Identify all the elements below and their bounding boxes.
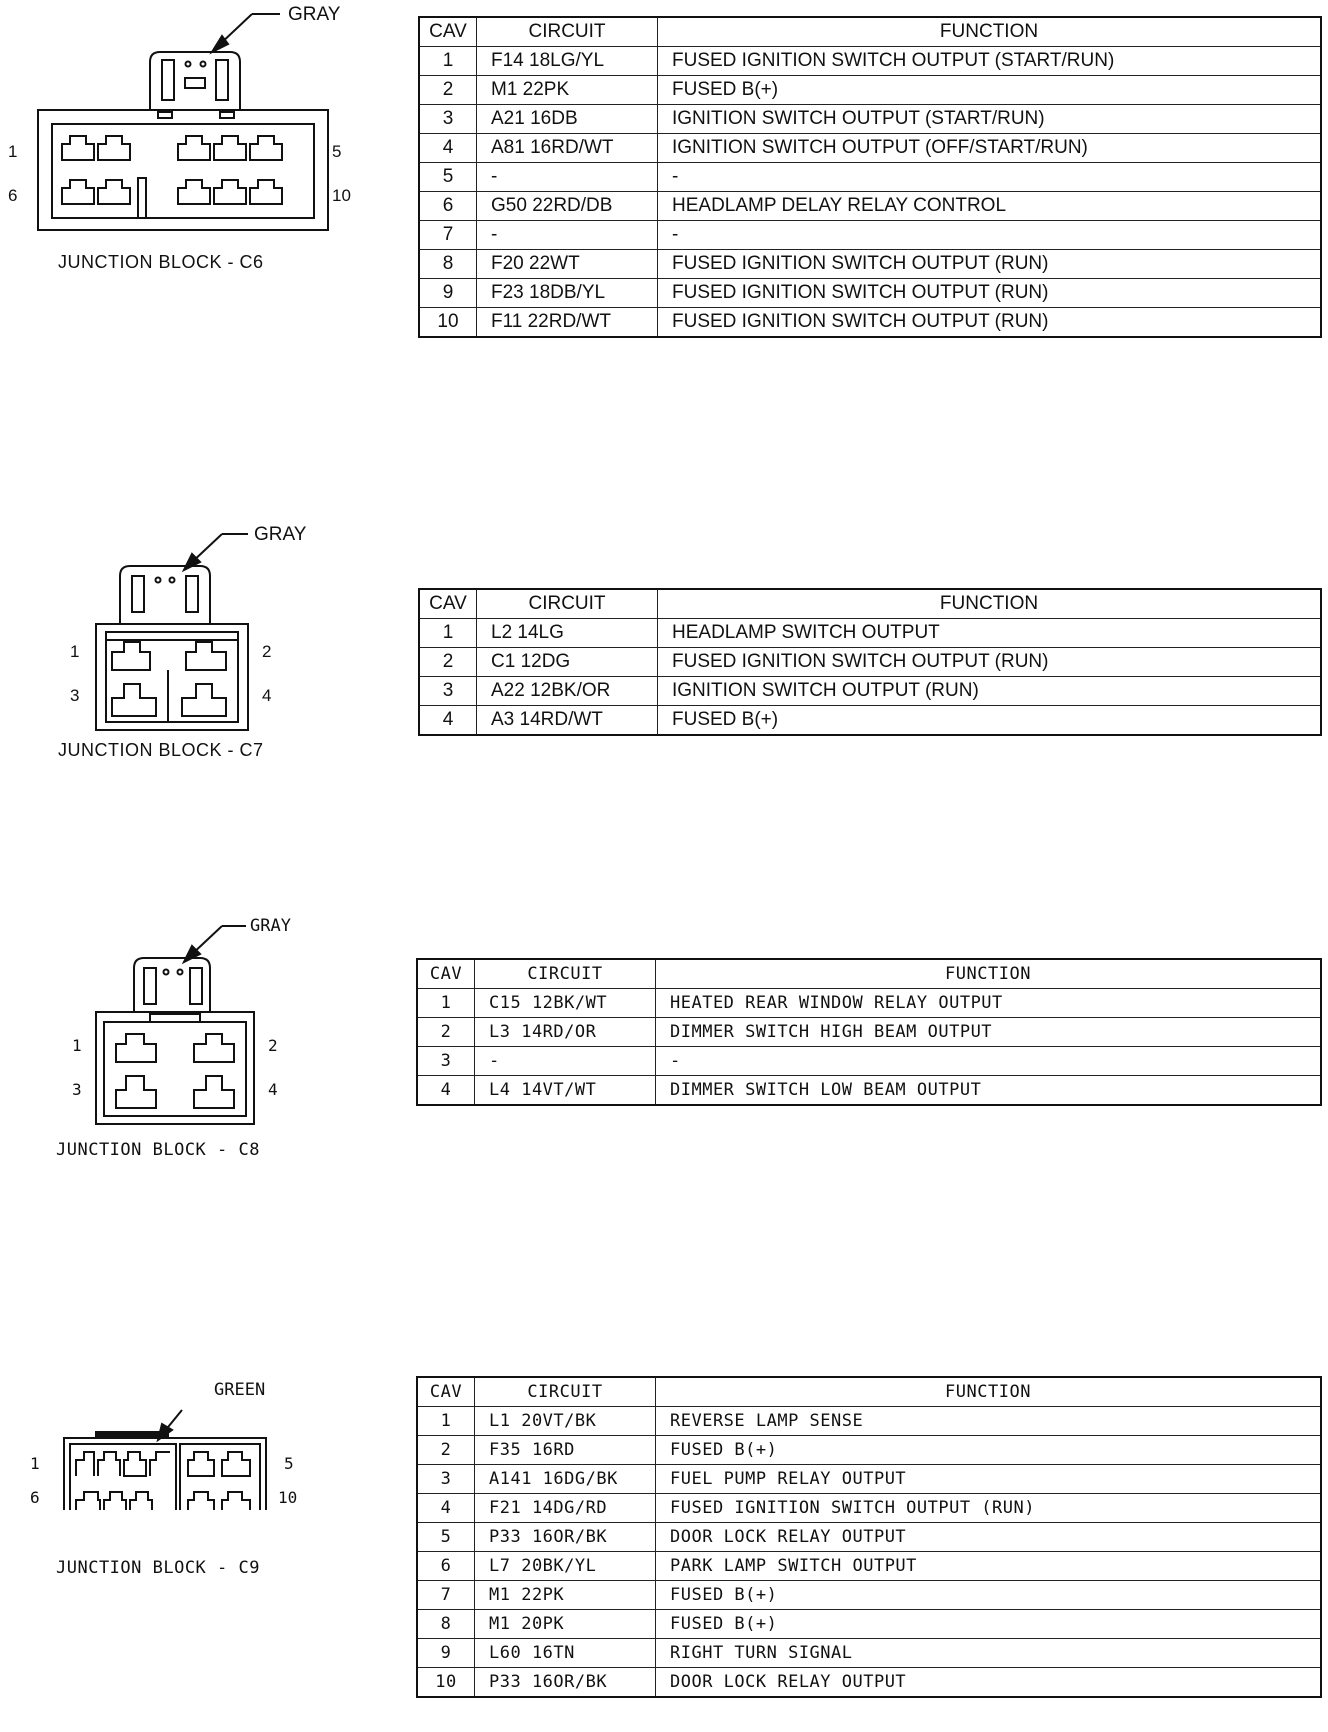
circuit-cell: G50 22RD/DB	[477, 192, 658, 221]
cav-cell: 6	[417, 1552, 475, 1581]
circuit-cell: -	[477, 163, 658, 192]
cav-cell: 1	[417, 989, 475, 1018]
function-cell: IGNITION SWITCH OUTPUT (START/RUN)	[658, 105, 1322, 134]
circuit-cell: L1 20VT/BK	[475, 1407, 656, 1436]
pin-label-3: 3	[72, 1080, 82, 1099]
cav-cell: 2	[419, 648, 477, 677]
connector-diagram-c8	[0, 912, 340, 1157]
cav-cell: 9	[417, 1639, 475, 1668]
header-function: FUNCTION	[656, 959, 1322, 989]
function-cell: DIMMER SWITCH LOW BEAM OUTPUT	[656, 1076, 1322, 1106]
pin-label-1: 1	[30, 1454, 40, 1473]
wire-color-label: GRAY	[288, 4, 341, 25]
cav-cell: 4	[419, 134, 477, 163]
cav-cell: 2	[419, 76, 477, 105]
header-circuit: CIRCUIT	[477, 17, 658, 47]
header-function: FUNCTION	[658, 17, 1322, 47]
circuit-cell: A21 16DB	[477, 105, 658, 134]
connector-c6-drawing	[0, 0, 380, 280]
function-cell: FUSED B(+)	[656, 1436, 1322, 1465]
table-row	[419, 648, 1321, 677]
cav-cell: 10	[417, 1668, 475, 1698]
cav-cell: 6	[419, 192, 477, 221]
connector-c7-drawing	[0, 520, 340, 760]
table-row	[417, 1436, 1321, 1465]
table-row	[419, 76, 1321, 105]
cav-cell: 2	[417, 1018, 475, 1047]
table-row	[419, 163, 1321, 192]
table-row	[419, 619, 1321, 648]
function-cell: FUSED B(+)	[656, 1581, 1322, 1610]
cav-cell: 3	[419, 105, 477, 134]
circuit-cell: L60 16TN	[475, 1639, 656, 1668]
cav-cell: 10	[419, 308, 477, 338]
header-circuit: CIRCUIT	[475, 1377, 656, 1407]
table-row	[417, 1581, 1321, 1610]
table-row	[417, 1610, 1321, 1639]
connector-caption: JUNCTION BLOCK - C7	[58, 740, 264, 760]
table-body	[419, 619, 1321, 736]
cav-cell: 2	[417, 1436, 475, 1465]
circuit-cell: L2 14LG	[477, 619, 658, 648]
circuit-cell: M1 22PK	[475, 1581, 656, 1610]
pin-label-5: 5	[332, 142, 342, 161]
wire-color-label: GREEN	[214, 1380, 266, 1400]
pin-label-1: 1	[70, 642, 80, 661]
table-header-row	[417, 1377, 1321, 1407]
table-header-row	[419, 589, 1321, 619]
cav-cell: 1	[419, 619, 477, 648]
cavity-table-c6	[418, 16, 1322, 338]
circuit-cell: A22 12BK/OR	[477, 677, 658, 706]
pin-label-10: 10	[332, 186, 351, 205]
pin-label-2: 2	[268, 1036, 278, 1055]
function-cell: FUSED IGNITION SWITCH OUTPUT (START/RUN)	[658, 47, 1322, 76]
pin-label-4: 4	[262, 686, 272, 705]
circuit-cell: F11 22RD/WT	[477, 308, 658, 338]
circuit-cell: F21 14DG/RD	[475, 1494, 656, 1523]
circuit-cell: A3 14RD/WT	[477, 706, 658, 736]
circuit-cell: C15 12BK/WT	[475, 989, 656, 1018]
function-cell: REVERSE LAMP SENSE	[656, 1407, 1322, 1436]
cavity-table-c7	[418, 588, 1322, 736]
circuit-cell: M1 22PK	[477, 76, 658, 105]
function-cell: IGNITION SWITCH OUTPUT (RUN)	[658, 677, 1322, 706]
circuit-cell: M1 20PK	[475, 1610, 656, 1639]
table-header-row	[419, 17, 1321, 47]
table-row	[417, 1047, 1321, 1076]
header-cav: CAV	[417, 1377, 475, 1407]
circuit-cell: L3 14RD/OR	[475, 1018, 656, 1047]
table-row	[419, 192, 1321, 221]
table-header-row	[417, 959, 1321, 989]
function-cell: HEATED REAR WINDOW RELAY OUTPUT	[656, 989, 1322, 1018]
cavity-table-c8	[416, 958, 1322, 1106]
circuit-cell: -	[475, 1047, 656, 1076]
table-row	[419, 308, 1321, 338]
table-row	[419, 47, 1321, 76]
circuit-cell: F20 22WT	[477, 250, 658, 279]
pin-label-5: 5	[284, 1454, 294, 1473]
function-cell: FUSED IGNITION SWITCH OUTPUT (RUN)	[658, 648, 1322, 677]
function-cell: DOOR LOCK RELAY OUTPUT	[656, 1668, 1322, 1698]
wire-color-label: GRAY	[254, 524, 307, 545]
function-cell: FUSED IGNITION SWITCH OUTPUT (RUN)	[658, 279, 1322, 308]
header-function: FUNCTION	[656, 1377, 1322, 1407]
cav-cell: 7	[419, 221, 477, 250]
pin-label-1: 1	[72, 1036, 82, 1055]
table-body	[417, 989, 1321, 1106]
cav-cell: 1	[419, 47, 477, 76]
circuit-cell: F23 18DB/YL	[477, 279, 658, 308]
connector-c8-drawing	[0, 912, 340, 1152]
function-cell: -	[656, 1047, 1322, 1076]
pin-label-10: 10	[278, 1488, 298, 1507]
cav-cell: 4	[419, 706, 477, 736]
table-row	[419, 105, 1321, 134]
function-cell: FUSED IGNITION SWITCH OUTPUT (RUN)	[656, 1494, 1322, 1523]
circuit-cell: -	[477, 221, 658, 250]
function-cell: FUEL PUMP RELAY OUTPUT	[656, 1465, 1322, 1494]
table-row	[419, 677, 1321, 706]
cav-cell: 3	[417, 1047, 475, 1076]
circuit-cell: L7 20BK/YL	[475, 1552, 656, 1581]
cav-cell: 8	[419, 250, 477, 279]
header-circuit: CIRCUIT	[475, 959, 656, 989]
pin-label-2: 2	[262, 642, 272, 661]
function-cell: FUSED IGNITION SWITCH OUTPUT (RUN)	[658, 308, 1322, 338]
connector-caption: JUNCTION BLOCK - C6	[58, 252, 264, 272]
cavity-table-c9	[416, 1376, 1322, 1698]
header-cav: CAV	[419, 17, 477, 47]
table-row	[417, 1407, 1321, 1436]
table-row	[419, 134, 1321, 163]
function-cell: DOOR LOCK RELAY OUTPUT	[656, 1523, 1322, 1552]
table-row	[417, 1465, 1321, 1494]
cav-cell: 1	[417, 1407, 475, 1436]
table-body	[417, 1407, 1321, 1698]
cav-cell: 8	[417, 1610, 475, 1639]
table-row	[417, 1076, 1321, 1106]
connector-diagram-c6	[0, 0, 380, 285]
table-row	[417, 1523, 1321, 1552]
pin-label-6: 6	[8, 186, 18, 205]
header-cav: CAV	[417, 959, 475, 989]
table-row	[419, 706, 1321, 736]
circuit-cell: A81 16RD/WT	[477, 134, 658, 163]
table-row	[417, 1668, 1321, 1698]
table-row	[417, 989, 1321, 1018]
table-row	[417, 1494, 1321, 1523]
table-row	[419, 250, 1321, 279]
table-row	[417, 1552, 1321, 1581]
connector-caption: JUNCTION BLOCK - C8	[56, 1140, 260, 1160]
function-cell: FUSED B(+)	[656, 1610, 1322, 1639]
function-cell: HEADLAMP SWITCH OUTPUT	[658, 619, 1322, 648]
cav-cell: 4	[417, 1076, 475, 1106]
connector-caption: JUNCTION BLOCK - C9	[56, 1558, 260, 1578]
cav-cell: 4	[417, 1494, 475, 1523]
cav-cell: 5	[419, 163, 477, 192]
table-row	[419, 279, 1321, 308]
pin-label-3: 3	[70, 686, 80, 705]
cav-cell: 9	[419, 279, 477, 308]
table-body	[419, 47, 1321, 338]
cav-cell: 3	[419, 677, 477, 706]
cav-cell: 7	[417, 1581, 475, 1610]
header-cav: CAV	[419, 589, 477, 619]
header-function: FUNCTION	[658, 589, 1322, 619]
function-cell: RIGHT TURN SIGNAL	[656, 1639, 1322, 1668]
cav-cell: 5	[417, 1523, 475, 1552]
function-cell: FUSED IGNITION SWITCH OUTPUT (RUN)	[658, 250, 1322, 279]
function-cell: -	[658, 221, 1322, 250]
function-cell: FUSED B(+)	[658, 706, 1322, 736]
function-cell: IGNITION SWITCH OUTPUT (OFF/START/RUN)	[658, 134, 1322, 163]
circuit-cell: C1 12DG	[477, 648, 658, 677]
table-row	[417, 1018, 1321, 1047]
function-cell: FUSED B(+)	[658, 76, 1322, 105]
table-row	[419, 221, 1321, 250]
function-cell: PARK LAMP SWITCH OUTPUT	[656, 1552, 1322, 1581]
circuit-cell: F35 16RD	[475, 1436, 656, 1465]
circuit-cell: L4 14VT/WT	[475, 1076, 656, 1106]
cav-cell: 3	[417, 1465, 475, 1494]
function-cell: DIMMER SWITCH HIGH BEAM OUTPUT	[656, 1018, 1322, 1047]
circuit-cell: P33 16OR/BK	[475, 1668, 656, 1698]
circuit-cell: F14 18LG/YL	[477, 47, 658, 76]
function-cell: -	[658, 163, 1322, 192]
header-circuit: CIRCUIT	[477, 589, 658, 619]
wire-color-label: GRAY	[250, 916, 291, 936]
connector-diagram-c7	[0, 520, 340, 765]
table-row	[417, 1639, 1321, 1668]
pin-label-6: 6	[30, 1488, 40, 1507]
pin-label-4: 4	[268, 1080, 278, 1099]
circuit-cell: A141 16DG/BK	[475, 1465, 656, 1494]
circuit-cell: P33 16OR/BK	[475, 1523, 656, 1552]
function-cell: HEADLAMP DELAY RELAY CONTROL	[658, 192, 1322, 221]
pin-label-1: 1	[8, 142, 18, 161]
